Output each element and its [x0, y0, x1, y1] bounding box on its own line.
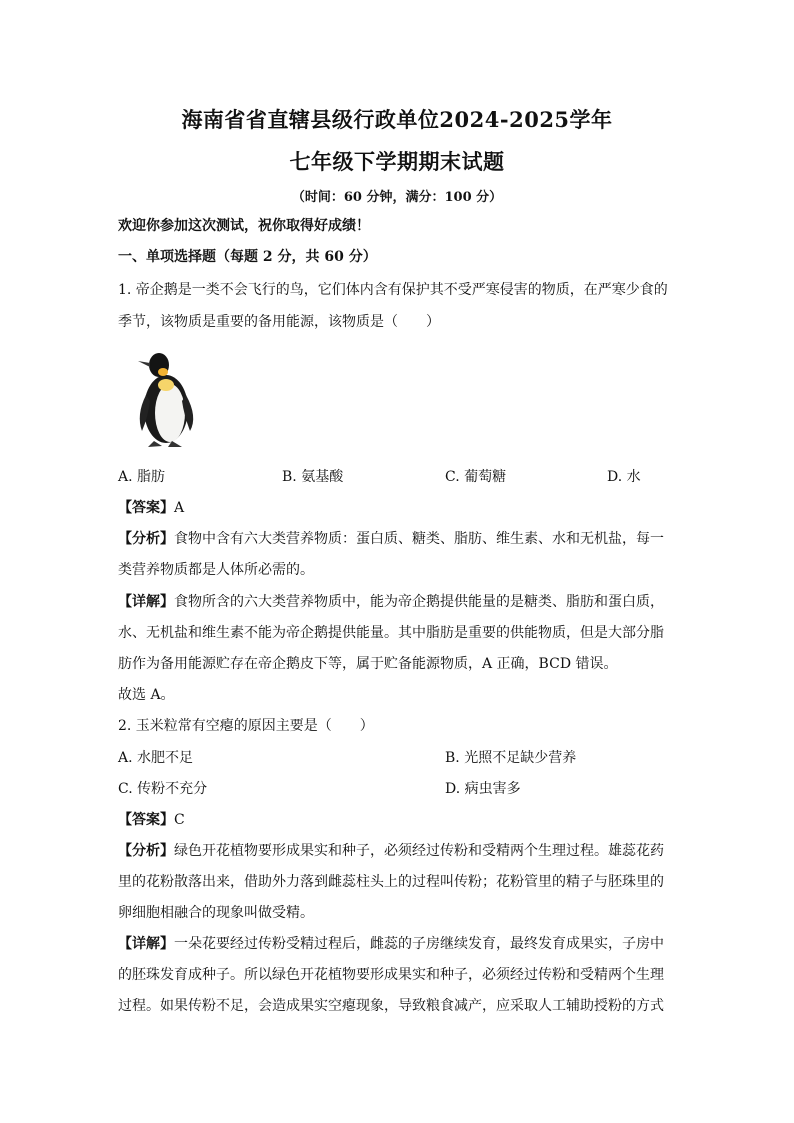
q2-analysis-line3: 卵细胞相融合的现象叫做受精。 — [118, 905, 314, 921]
q2-detail-text1: 一朵花要经过传粉受精过程后，雌蕊的子房继续发育，最终发育成果实，子房中 — [174, 936, 664, 952]
q1-detail-label: 【详解】 — [118, 594, 174, 610]
section-heading: 一、单项选择题（每题 2 分，共 60 分） — [118, 249, 377, 265]
q2-option-c: C. 传粉不充分 — [118, 781, 208, 797]
welcome-text: 欢迎你参加这次测试，祝你取得好成绩！ — [118, 218, 370, 234]
q1-analysis-line1 — [118, 529, 678, 549]
q1-stem-line1: 1. 帝企鹅是一类不会飞行的鸟，它们体内含有保护其不受严寒侵害的物质，在严寒少食的 — [118, 282, 668, 298]
exam-title-line2: 七年级下学期期末试题 — [289, 149, 505, 174]
q2-analysis-text1: 绿色开花植物要形成果实和种子，必须经过传粉和受精两个生理过程。雄蕊花药 — [174, 843, 664, 859]
q2-analysis-label: 【分析】 — [118, 843, 174, 859]
penguin-illustration — [126, 345, 204, 451]
q2-detail-label: 【详解】 — [118, 936, 174, 952]
q1-answer — [118, 498, 678, 518]
q1-conclusion: 故选 A。 — [118, 687, 175, 703]
q1-analysis-line2: 类营养物质都是人体所必需的。 — [118, 562, 314, 578]
q2-detail-line3: 过程。如果传粉不足，会造成果实空瘪现象，导致粮食减产，应采取人工辅助授粉的方式 — [118, 998, 664, 1014]
q2-analysis-line1 — [118, 841, 678, 861]
exam-subtitle: （时间：60 分钟，满分：100 分） — [291, 190, 503, 205]
q1-analysis-text1: 食物中含有六大类营养物质：蛋白质、糖类、脂肪、维生素、水和无机盐，每一 — [174, 531, 664, 547]
q2-option-b: B. 光照不足缺少营养 — [445, 750, 577, 766]
q1-stem-line2: 季节，该物质是重要的备用能源，该物质是（ ） — [118, 314, 440, 330]
q2-detail-line2: 的胚珠发育成种子。所以绿色开花植物要形成果实和种子，必须经过传粉和受精两个生理 — [118, 967, 664, 983]
q1-answer-value: A — [174, 500, 185, 516]
q1-detail-line3: 肪作为备用能源贮存在帝企鹅皮下等，属于贮备能源物质，A 正确，BCD 错误。 — [118, 656, 618, 672]
q1-option-c: C. 葡萄糖 — [445, 469, 507, 485]
q2-option-d: D. 病虫害多 — [445, 781, 521, 797]
q2-stem: 2. 玉米粒常有空瘪的原因主要是（ ） — [118, 718, 374, 734]
q1-analysis-label: 【分析】 — [118, 531, 174, 547]
q2-option-a: A. 水肥不足 — [118, 750, 194, 766]
q1-option-b: B. 氨基酸 — [282, 469, 344, 485]
q2-answer-value: C — [174, 812, 185, 828]
q1-detail-line1 — [118, 592, 678, 612]
q2-answer — [118, 810, 678, 830]
q1-option-d: D. 水 — [607, 469, 641, 485]
exam-title-line1: 海南省省直辖县级行政单位2024-2025学年 — [181, 107, 613, 132]
q1-detail-text1: 食物所含的六大类营养物质中，能为帝企鹅提供能量的是糖类、脂肪和蛋白质， — [174, 594, 664, 610]
q2-answer-label: 【答案】 — [118, 812, 174, 828]
q1-answer-label: 【答案】 — [118, 500, 174, 516]
q2-detail-line1 — [118, 934, 678, 954]
q1-detail-line2: 水、无机盐和维生素不能为帝企鹅提供能量。其中脂肪是重要的供能物质，但是大部分脂 — [118, 625, 664, 641]
q1-option-a: A. 脂肪 — [118, 469, 166, 485]
q2-analysis-line2: 里的花粉散落出来，借助外力落到雌蕊柱头上的过程叫传粉；花粉管里的精子与胚珠里的 — [118, 874, 664, 890]
